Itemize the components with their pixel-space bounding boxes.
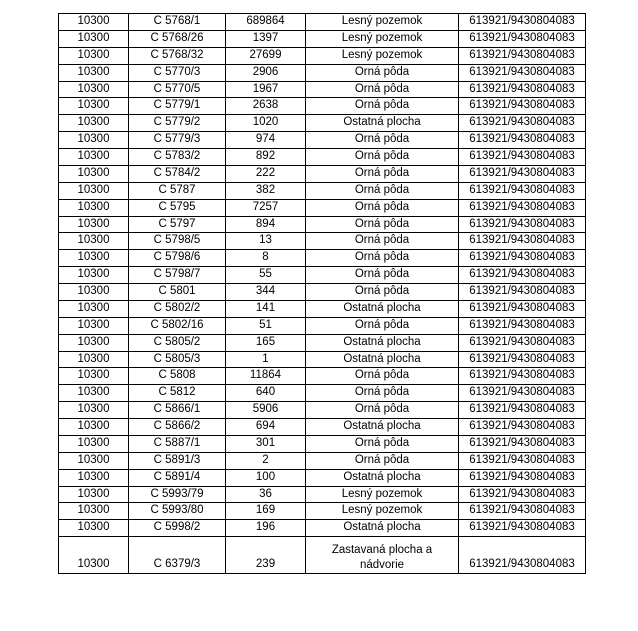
cell-reference: 613921/9430804083 (459, 503, 586, 520)
table-row (59, 385, 586, 402)
cell-reference: 613921/9430804083 (459, 182, 586, 199)
table-row (59, 250, 586, 267)
cell-parcel: C 5795 (129, 199, 226, 216)
cell-area: 7257 (226, 199, 306, 216)
cell-code: 10300 (59, 30, 129, 47)
cell-land-use: Ostatná plocha (306, 334, 459, 351)
cell-land-use: Ostatná plocha (306, 300, 459, 317)
cell-code: 10300 (59, 250, 129, 267)
cell-land-use: Ostatná plocha (306, 469, 459, 486)
table-row (59, 503, 586, 520)
cell-code: 10300 (59, 402, 129, 419)
cell-area: 382 (226, 182, 306, 199)
cell-code: 10300 (59, 469, 129, 486)
table-row (59, 47, 586, 64)
cell-parcel: C 5801 (129, 284, 226, 301)
cell-code: 10300 (59, 317, 129, 334)
table-row (59, 98, 586, 115)
cell-land-use: Orná pôda (306, 216, 459, 233)
table-row (59, 284, 586, 301)
cell-area: 689864 (226, 14, 306, 31)
cell-parcel: C 5768/32 (129, 47, 226, 64)
cell-code: 10300 (59, 334, 129, 351)
cell-reference: 613921/9430804083 (459, 250, 586, 267)
cell-land-use: Orná pôda (306, 317, 459, 334)
cell-parcel: C 5797 (129, 216, 226, 233)
cell-code: 10300 (59, 165, 129, 182)
cell-area: 694 (226, 419, 306, 436)
cell-reference: 613921/9430804083 (459, 486, 586, 503)
cell-area: 894 (226, 216, 306, 233)
cell-parcel: C 5779/2 (129, 115, 226, 132)
cell-parcel: C 5891/4 (129, 469, 226, 486)
cell-parcel: C 5798/6 (129, 250, 226, 267)
cell-parcel: C 5798/7 (129, 267, 226, 284)
cell-area: 1397 (226, 30, 306, 47)
cell-parcel: C 5770/5 (129, 81, 226, 98)
cell-land-use: Orná pôda (306, 435, 459, 452)
cell-area: 2906 (226, 64, 306, 81)
cell-land-use: Orná pôda (306, 149, 459, 166)
table-row (59, 267, 586, 284)
table-row (59, 300, 586, 317)
cell-parcel: C 5812 (129, 385, 226, 402)
cell-land-use: Zastavaná plocha a nádvorie (306, 537, 459, 574)
cell-reference: 613921/9430804083 (459, 115, 586, 132)
cell-reference: 613921/9430804083 (459, 284, 586, 301)
cell-area: 2 (226, 452, 306, 469)
cell-reference: 613921/9430804083 (459, 334, 586, 351)
cell-code: 10300 (59, 47, 129, 64)
cell-code: 10300 (59, 132, 129, 149)
cell-parcel: C 5787 (129, 182, 226, 199)
cell-land-use: Orná pôda (306, 165, 459, 182)
cell-land-use: Lesný pozemok (306, 14, 459, 31)
cell-land-use: Orná pôda (306, 284, 459, 301)
cell-parcel: C 5866/1 (129, 402, 226, 419)
cell-land-use: Lesný pozemok (306, 486, 459, 503)
cell-area: 169 (226, 503, 306, 520)
cell-parcel: C 5802/2 (129, 300, 226, 317)
cell-code: 10300 (59, 216, 129, 233)
cell-area: 892 (226, 149, 306, 166)
table-row (59, 537, 586, 574)
cell-area: 1967 (226, 81, 306, 98)
cell-reference: 613921/9430804083 (459, 435, 586, 452)
cell-land-use: Ostatná plocha (306, 351, 459, 368)
cell-parcel: C 5805/2 (129, 334, 226, 351)
cell-reference: 613921/9430804083 (459, 351, 586, 368)
cell-code: 10300 (59, 149, 129, 166)
table-row (59, 115, 586, 132)
table-row (59, 452, 586, 469)
table-row (59, 165, 586, 182)
table-row (59, 486, 586, 503)
cell-parcel: C 5784/2 (129, 165, 226, 182)
cell-parcel: C 5779/1 (129, 98, 226, 115)
cell-code: 10300 (59, 64, 129, 81)
cell-reference: 613921/9430804083 (459, 317, 586, 334)
cell-area: 301 (226, 435, 306, 452)
cell-reference: 613921/9430804083 (459, 368, 586, 385)
cell-reference: 613921/9430804083 (459, 233, 586, 250)
table-row (59, 435, 586, 452)
cell-code: 10300 (59, 537, 129, 574)
cell-land-use: Orná pôda (306, 452, 459, 469)
table-row (59, 368, 586, 385)
cell-code: 10300 (59, 98, 129, 115)
table-row (59, 132, 586, 149)
cell-land-use: Lesný pozemok (306, 47, 459, 64)
cell-land-use: Orná pôda (306, 98, 459, 115)
table-row (59, 199, 586, 216)
cell-reference: 613921/9430804083 (459, 385, 586, 402)
cell-reference: 613921/9430804083 (459, 165, 586, 182)
cell-parcel: C 5798/5 (129, 233, 226, 250)
table-row (59, 233, 586, 250)
cell-reference: 613921/9430804083 (459, 419, 586, 436)
cell-code: 10300 (59, 503, 129, 520)
cell-reference: 613921/9430804083 (459, 469, 586, 486)
cell-parcel: C 5891/3 (129, 452, 226, 469)
cell-area: 36 (226, 486, 306, 503)
cell-reference: 613921/9430804083 (459, 537, 586, 574)
cell-land-use: Orná pôda (306, 132, 459, 149)
cell-reference: 613921/9430804083 (459, 402, 586, 419)
cell-parcel: C 5779/3 (129, 132, 226, 149)
cell-area: 141 (226, 300, 306, 317)
cell-parcel: C 5993/80 (129, 503, 226, 520)
cell-land-use: Orná pôda (306, 250, 459, 267)
cell-area: 640 (226, 385, 306, 402)
cell-reference: 613921/9430804083 (459, 452, 586, 469)
cell-reference: 613921/9430804083 (459, 30, 586, 47)
cell-parcel: C 5783/2 (129, 149, 226, 166)
cell-land-use: Ostatná plocha (306, 520, 459, 537)
cell-parcel: C 5768/26 (129, 30, 226, 47)
cell-land-use: Lesný pozemok (306, 503, 459, 520)
table-row (59, 14, 586, 31)
cell-area: 13 (226, 233, 306, 250)
cell-area: 8 (226, 250, 306, 267)
cell-area: 1020 (226, 115, 306, 132)
cell-reference: 613921/9430804083 (459, 14, 586, 31)
cell-code: 10300 (59, 300, 129, 317)
table-row (59, 351, 586, 368)
cell-code: 10300 (59, 199, 129, 216)
cell-code: 10300 (59, 182, 129, 199)
cell-reference: 613921/9430804083 (459, 199, 586, 216)
cell-land-use: Orná pôda (306, 385, 459, 402)
cell-parcel: C 5866/2 (129, 419, 226, 436)
cell-code: 10300 (59, 81, 129, 98)
table-row (59, 216, 586, 233)
cell-land-use: Orná pôda (306, 267, 459, 284)
cell-area: 51 (226, 317, 306, 334)
cell-reference: 613921/9430804083 (459, 132, 586, 149)
cell-code: 10300 (59, 368, 129, 385)
cell-land-use: Ostatná plocha (306, 419, 459, 436)
cell-area: 55 (226, 267, 306, 284)
cell-reference: 613921/9430804083 (459, 98, 586, 115)
table-row (59, 149, 586, 166)
cell-land-use: Orná pôda (306, 182, 459, 199)
cell-area: 222 (226, 165, 306, 182)
cell-land-use: Orná pôda (306, 199, 459, 216)
cell-area: 165 (226, 334, 306, 351)
cell-area: 11864 (226, 368, 306, 385)
table-row (59, 317, 586, 334)
cell-parcel: C 5998/2 (129, 520, 226, 537)
cell-land-use: Orná pôda (306, 233, 459, 250)
cell-land-use: Orná pôda (306, 402, 459, 419)
cell-reference: 613921/9430804083 (459, 64, 586, 81)
cell-land-use: Lesný pozemok (306, 30, 459, 47)
cell-land-use: Orná pôda (306, 64, 459, 81)
cell-area: 2638 (226, 98, 306, 115)
table-row (59, 520, 586, 537)
cell-land-use: Orná pôda (306, 368, 459, 385)
table-row (59, 182, 586, 199)
table-row (59, 81, 586, 98)
cell-reference: 613921/9430804083 (459, 520, 586, 537)
cell-code: 10300 (59, 452, 129, 469)
cadastral-table-container (58, 13, 585, 574)
cell-reference: 613921/9430804083 (459, 47, 586, 64)
cell-parcel: C 5993/79 (129, 486, 226, 503)
cell-reference: 613921/9430804083 (459, 267, 586, 284)
cell-code: 10300 (59, 419, 129, 436)
table-row (59, 30, 586, 47)
cell-code: 10300 (59, 115, 129, 132)
cell-parcel: C 5805/3 (129, 351, 226, 368)
cell-area: 196 (226, 520, 306, 537)
cell-code: 10300 (59, 486, 129, 503)
cell-code: 10300 (59, 14, 129, 31)
cell-area: 27699 (226, 47, 306, 64)
cell-area: 239 (226, 537, 306, 574)
cell-area: 1 (226, 351, 306, 368)
cell-land-use: Ostatná plocha (306, 115, 459, 132)
cell-code: 10300 (59, 520, 129, 537)
cell-area: 5906 (226, 402, 306, 419)
cell-parcel: C 6379/3 (129, 537, 226, 574)
cell-code: 10300 (59, 267, 129, 284)
cell-reference: 613921/9430804083 (459, 300, 586, 317)
table-row (59, 469, 586, 486)
cell-reference: 613921/9430804083 (459, 81, 586, 98)
table-row (59, 64, 586, 81)
cell-parcel: C 5802/16 (129, 317, 226, 334)
table-row (59, 334, 586, 351)
table-row (59, 402, 586, 419)
cell-code: 10300 (59, 435, 129, 452)
table-row (59, 419, 586, 436)
cell-parcel: C 5808 (129, 368, 226, 385)
cadastral-parcel-table (58, 13, 586, 574)
table-body (59, 14, 586, 574)
cell-code: 10300 (59, 385, 129, 402)
cell-code: 10300 (59, 284, 129, 301)
cell-parcel: C 5768/1 (129, 14, 226, 31)
cell-reference: 613921/9430804083 (459, 216, 586, 233)
cell-land-use: Orná pôda (306, 81, 459, 98)
cell-area: 974 (226, 132, 306, 149)
cell-code: 10300 (59, 233, 129, 250)
cell-parcel: C 5770/3 (129, 64, 226, 81)
cell-reference: 613921/9430804083 (459, 149, 586, 166)
cell-area: 100 (226, 469, 306, 486)
cell-area: 344 (226, 284, 306, 301)
cell-code: 10300 (59, 351, 129, 368)
cell-parcel: C 5887/1 (129, 435, 226, 452)
